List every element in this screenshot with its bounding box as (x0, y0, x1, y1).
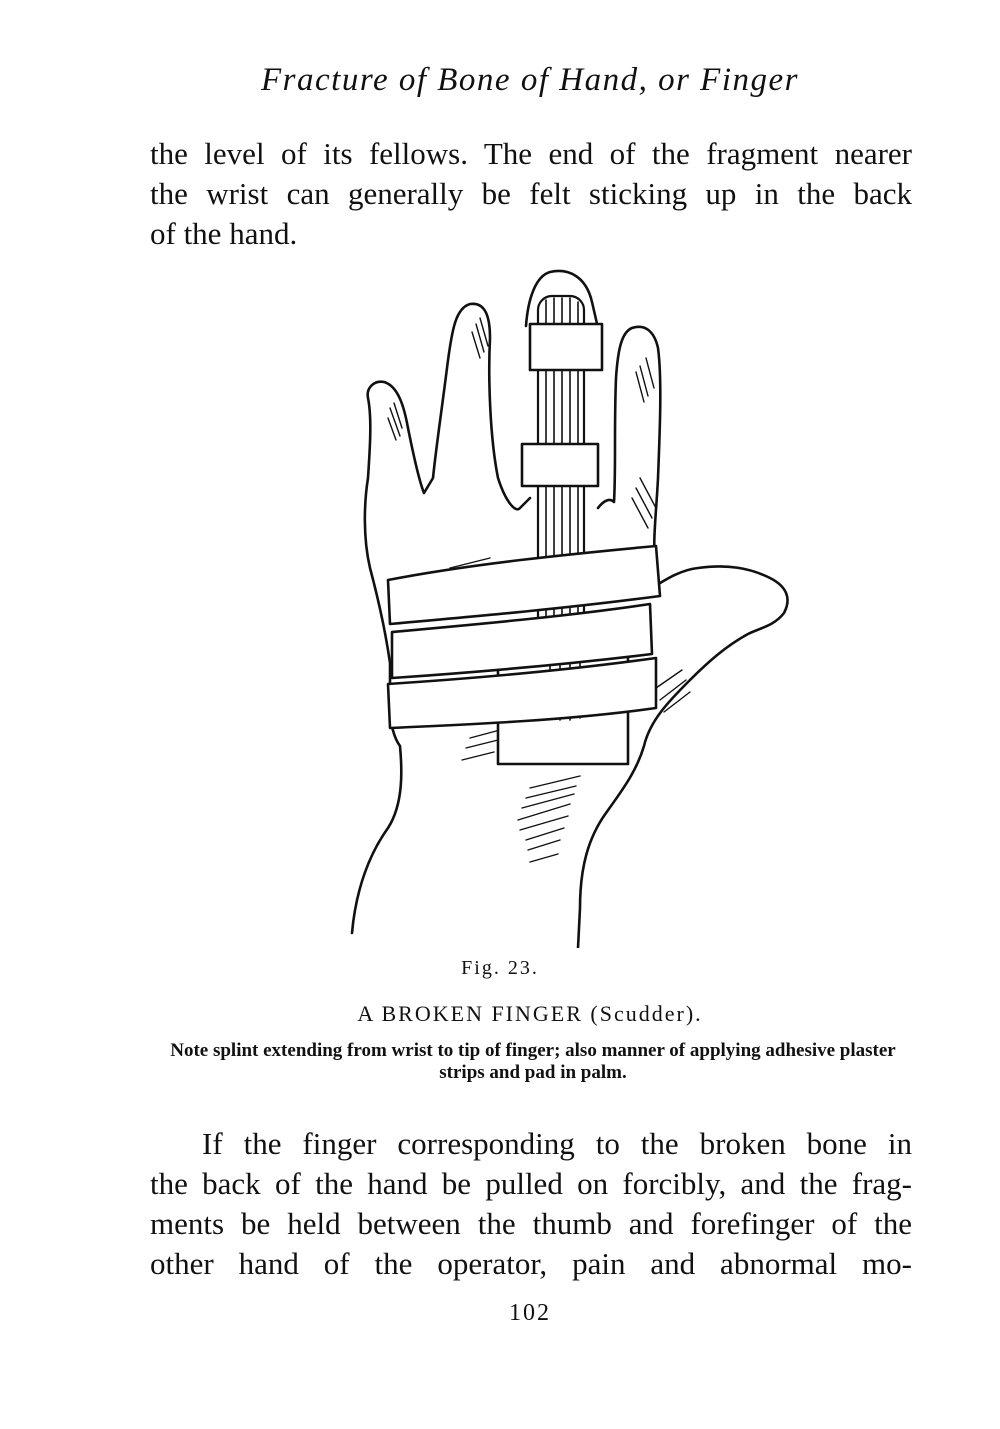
splinted-hand-illustration (330, 268, 810, 948)
body-paragraph-bottom (150, 1124, 912, 1284)
text-line: the wrist can generally be felt sticking up in the back (150, 176, 912, 211)
finger-strip-middle (522, 444, 598, 486)
text-line: ments be held between the thumb and forefinger of the (150, 1206, 912, 1241)
figure-title: A BROKEN FINGER (Scudder). (357, 1001, 703, 1026)
running-head: Fracture of Bone of Hand, or Finger (261, 62, 799, 98)
text-line: other hand of the operator, pain and abnormal mo- (150, 1246, 912, 1281)
finger-strip-top (530, 324, 602, 370)
figure-caption-note: Note splint extending from wrist to tip of finger; also manner of applying adhesive plaster strips and pad in palm. (170, 1040, 896, 1083)
text-line: the back of the hand be pulled on forcibly, and the frag- (150, 1166, 912, 1201)
text-line: the level of its fellows. The end of the fragment nearer (150, 136, 912, 171)
body-paragraph-top (150, 134, 912, 254)
figure-label: Fig. 23. (461, 957, 539, 979)
page-number: 102 (509, 1300, 551, 1326)
text-line: If the finger corresponding to the broken bone in (202, 1126, 912, 1161)
text-line: of the hand. (150, 216, 298, 251)
